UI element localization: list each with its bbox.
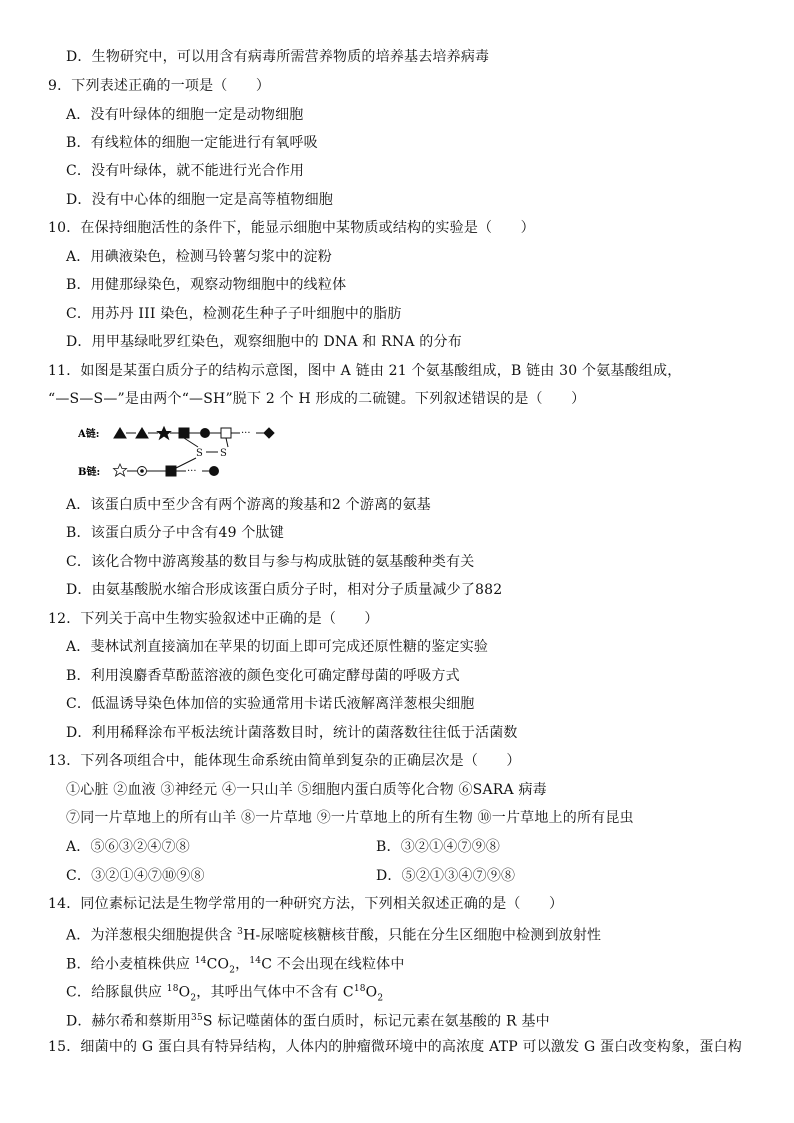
disulfide-bond [176, 438, 228, 468]
q13-option-d: D．⑤②①③④⑦⑨⑧ [376, 868, 516, 884]
q10-option-d: D．用甲基绿吡罗红染色，观察细胞中的 DNA 和 RNA 的分布 [66, 334, 462, 350]
q12-option-b: B．利用溴麝香草酚蓝溶液的颜色变化可确定酵母菌的呼吸方式 [66, 668, 460, 684]
q9-stem: 9．下列表述正确的一项是（ ） [48, 78, 271, 94]
square-icon [166, 466, 176, 476]
q12-option-d: D．利用稀释涂布平板法统计菌落数目时，统计的菌落数往往低于活菌数 [66, 725, 518, 741]
q11-stem-1: 11．如图是某蛋白质分子的结构示意图，图中 A 链由 21 个氨基酸组成，B 链由 30 个氨基酸组成， [48, 363, 682, 379]
triangle-icon [114, 428, 126, 438]
q13-option-b: B．③②①④⑦⑨⑧ [376, 839, 501, 855]
triangle-icon [136, 428, 148, 438]
a-chain-dots: ··· [241, 428, 251, 439]
q10-option-a: A．用碘液染色，检测马铃薯匀浆中的淀粉 [66, 249, 332, 265]
circle-icon [201, 429, 210, 438]
q9-option-d: D．没有中心体的细胞一定是高等植物细胞 [66, 192, 334, 208]
circle-icon [210, 467, 219, 476]
square-icon [179, 428, 189, 438]
diamond-icon [264, 428, 274, 438]
q12-stem: 12．下列关于高中生物实验叙述中正确的是（ ） [48, 611, 379, 627]
hollow-star-icon [114, 464, 127, 476]
q14-option-a: A．为洋葱根尖细胞提供含 $^3$H-尿嘧啶核糖核苷酸，只能在分生区细胞中检测到放射性 [66, 927, 602, 944]
q11-option-c: C．该化合物中游离羧基的数目与参与构成肽链的氨基酸种类有关 [66, 554, 475, 570]
q15-stem: 15．细菌中的 G 蛋白具有特异结构，人体内的肿瘤微环境中的高浓度 ATP 可以激发 G 蛋白改变构象，蛋白构 [48, 1039, 742, 1055]
b-chain-label: B链: [78, 467, 101, 478]
q11-option-b: B．该蛋白质分子中含有49 个肽键 [66, 525, 284, 541]
q13-option-a: A．⑤⑥③②④⑦⑧ [66, 839, 190, 855]
q14-option-b: B．给小麦植株供应 $^{14}CO_2$，$^{14}$C 不会出现在线粒体中 [66, 956, 405, 976]
hollow-square-icon [221, 428, 231, 438]
a-chain-label: A链: [78, 429, 100, 440]
q11-option-d: D．由氨基酸脱水缩合形成该蛋白质分子时，相对分子质量减少了882 [66, 582, 503, 598]
b-chain-dots: ··· [187, 466, 197, 477]
q10-stem: 10．在保持细胞活性的条件下，能显示细胞中某物质或结构的实验是（ ） [48, 220, 535, 236]
svg-text:S: S [220, 448, 227, 459]
q14-option-d: D．赫尔希和蔡斯用$^{35}$S 标记噬菌体的蛋白质时，标记元素在氨基酸的 R 基中 [66, 1013, 550, 1030]
q11-stem-2: “—S—S—”是由两个“—SH”脱下 2 个 H 形成的二硫键。下列叙述错误的是（ ） [48, 391, 586, 407]
q9-option-c: C．没有叶绿体，就不能进行光合作用 [66, 163, 305, 179]
star-icon [158, 427, 171, 439]
q13-items-2: ⑦同一片草地上的所有山羊 ⑧一片草地 ⑨一片草地上的所有生物 ⑩一片草地上的所有昆虫 [66, 810, 634, 826]
q14-option-c: C．给豚鼠供应 $^{18}O_2$，其呼出气体中不含有 $C^{18}O_2$ [66, 984, 384, 1004]
q9-option-b: B．有线粒体的细胞一定能进行有氧呼吸 [66, 135, 318, 151]
q13-option-c: C．③②①④⑦⑩⑨⑧ [66, 868, 205, 884]
q9-option-a: A．没有叶绿体的细胞一定是动物细胞 [66, 107, 304, 123]
protein-chain-diagram [78, 420, 338, 480]
q14-stem: 14．同位素标记法是生物学常用的一种研究方法，下列相关叙述正确的是（ ） [48, 896, 564, 912]
q11-option-a: A．该蛋白质中至少含有两个游离的羧基和2 个游离的氨基 [66, 497, 431, 513]
svg-text:S: S [196, 448, 203, 459]
b-chain [114, 464, 219, 477]
a-chain [114, 427, 274, 439]
q10-option-c: C．用苏丹 III 染色，检测花生种子子叶细胞中的脂肪 [66, 306, 402, 322]
q13-stem: 13．下列各项组合中，能体现生命系统由简单到复杂的正确层次是（ ） [48, 753, 521, 769]
q12-option-c: C．低温诱导染色体加倍的实验通常用卡诺氏液解离洋葱根尖细胞 [66, 696, 475, 712]
q8-option-d: D．生物研究中，可以用含有病毒所需营养物质的培养基去培养病毒 [66, 49, 490, 65]
q13-items-1: ①心脏 ②血液 ③神经元 ④一只山羊 ⑤细胞内蛋白质等化合物 ⑥SARA 病毒 [66, 782, 547, 798]
q12-option-a: A．斐林试剂直接滴加在苹果的切面上即可完成还原性糖的鉴定实验 [66, 639, 489, 655]
q10-option-b: B．用健那绿染色，观察动物细胞中的线粒体 [66, 277, 347, 293]
